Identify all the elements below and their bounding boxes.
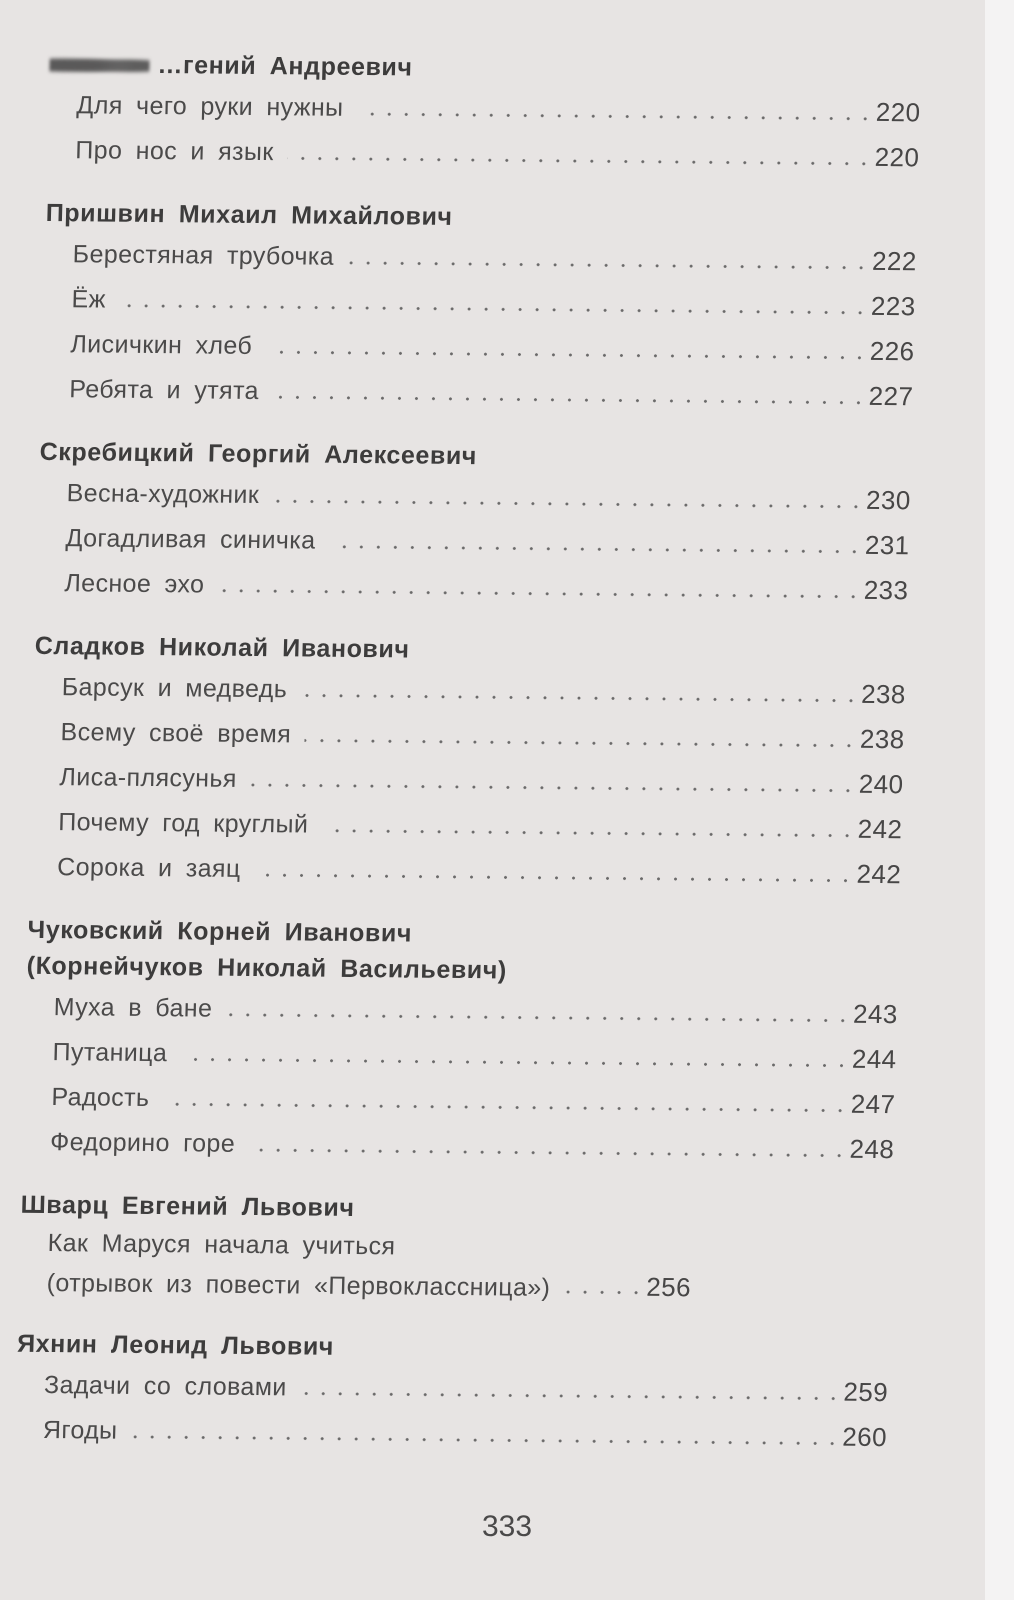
entry-title: Для чего руки нужны xyxy=(76,91,344,122)
entry-page-number: 240 xyxy=(858,768,904,800)
author-heading: Чуковский Корней Иванович xyxy=(27,915,413,948)
entry-page-number: 243 xyxy=(852,998,899,1030)
entry-page-number: 259 xyxy=(843,1376,889,1408)
entry-page-number: 242 xyxy=(857,813,903,845)
entry-title: Лесное эхо xyxy=(64,569,205,599)
entry-page-number: 231 xyxy=(864,529,910,561)
dot-leader xyxy=(251,782,857,792)
entry-title: Путаница xyxy=(52,1038,168,1068)
toc-section-skrebitsky xyxy=(36,434,912,613)
entry-title: Весна-художник xyxy=(66,479,260,510)
entry-page-number: 247 xyxy=(850,1088,896,1120)
entry-page-number: 226 xyxy=(869,335,915,367)
dot-leader xyxy=(254,873,854,883)
author-heading: Сладков Николай Иванович xyxy=(34,631,410,664)
dot-leader xyxy=(301,693,859,702)
toc-entry[interactable] xyxy=(31,754,904,807)
dot-leader xyxy=(287,156,872,166)
dot-leader xyxy=(249,1147,848,1157)
dot-leader xyxy=(329,544,863,553)
entry-title: Федорино горе xyxy=(49,1128,236,1158)
toc-section-shvarts xyxy=(18,1187,893,1311)
toc-entry[interactable] xyxy=(37,515,910,568)
entry-page-number: 256 xyxy=(646,1271,692,1303)
dot-leader xyxy=(273,395,867,405)
dot-leader xyxy=(181,1057,850,1067)
entry-title: Почему год круглый xyxy=(58,808,309,839)
entry-page-number: 227 xyxy=(868,380,914,412)
entry-page-number: 238 xyxy=(859,723,906,755)
toc-entry[interactable] xyxy=(48,82,921,135)
author-heading: Яхнин Леонид Львович xyxy=(16,1329,335,1361)
entry-title: Лисичкин хлеб xyxy=(70,330,253,360)
entry-page-number: 220 xyxy=(875,96,921,128)
table-of-contents xyxy=(14,46,922,1483)
entry-page-number: 260 xyxy=(841,1421,888,1453)
toc-entry[interactable] xyxy=(32,709,905,762)
toc-entry[interactable] xyxy=(23,1074,896,1127)
toc-entry[interactable] xyxy=(24,1029,897,1082)
toc-entry[interactable] xyxy=(25,984,898,1037)
toc-entry[interactable] xyxy=(36,560,909,613)
dot-leader xyxy=(163,1102,848,1113)
toc-entry[interactable] xyxy=(22,1119,895,1172)
toc-entry[interactable] xyxy=(41,366,914,419)
entry-page-number: 233 xyxy=(863,574,909,606)
entry-page-number: 242 xyxy=(856,858,902,890)
toc-section-prishvin xyxy=(41,195,918,419)
dot-leader xyxy=(348,260,870,269)
toc-section-permyak xyxy=(47,46,922,180)
dot-leader xyxy=(266,350,868,360)
toc-entry[interactable] xyxy=(42,321,915,374)
entry-title: Муха в бане xyxy=(53,993,213,1023)
entry-title: Догадливая синичка xyxy=(65,524,316,555)
entry-title: Ягоды xyxy=(42,1415,118,1445)
dot-leader xyxy=(564,1290,644,1295)
author-name: …гений Андреевич xyxy=(157,51,413,82)
toc-section-chukovsky xyxy=(22,912,900,1172)
entry-title: Ребята и утята xyxy=(68,375,260,406)
dot-leader xyxy=(322,828,855,837)
dot-leader xyxy=(218,588,862,598)
entry-page-number: 220 xyxy=(874,141,920,173)
entry-title: Задачи со словами xyxy=(43,1371,288,1402)
entry-title: Ёж xyxy=(71,285,107,314)
author-heading: Шварц Евгений Львович xyxy=(20,1190,355,1222)
entry-page-number: 238 xyxy=(860,678,907,710)
toc-entry[interactable] xyxy=(47,127,920,180)
entry-page-number: 248 xyxy=(849,1133,895,1165)
dot-leader xyxy=(301,1391,842,1400)
entry-page-number: 222 xyxy=(871,245,918,277)
toc-entry[interactable] xyxy=(33,664,906,717)
author-real-name: (Корнейчуков Николай Васильевич) xyxy=(26,951,508,985)
toc-section-sladkov xyxy=(29,628,908,897)
entry-title: Сорока и заяц xyxy=(56,853,242,883)
toc-entry[interactable] xyxy=(14,1407,887,1460)
toc-section-yakhnin xyxy=(14,1326,889,1460)
smudged-text-artifact xyxy=(49,54,150,77)
entry-title: Лиса-плясунья xyxy=(59,763,238,793)
entry-page-number: 230 xyxy=(865,484,912,516)
toc-entry[interactable] xyxy=(18,1223,892,1311)
entry-title: Радость xyxy=(51,1083,150,1112)
dot-leader xyxy=(305,738,858,747)
toc-entry[interactable] xyxy=(30,799,903,852)
toc-entry[interactable] xyxy=(16,1362,889,1415)
dot-leader xyxy=(120,303,869,314)
entry-title: Про нос и язык xyxy=(75,136,275,167)
author-heading: Пришвин Михаил Михайлович xyxy=(45,198,453,231)
toc-entry[interactable] xyxy=(38,470,911,523)
entry-page-number: 244 xyxy=(851,1043,897,1075)
toc-entry[interactable] xyxy=(29,844,902,897)
author-heading: Скребицкий Георгий Алексеевич xyxy=(39,437,478,471)
toc-entry[interactable] xyxy=(44,231,917,284)
entry-title xyxy=(46,1223,566,1308)
page-number: 333 xyxy=(481,1510,533,1543)
entry-title-line-1: Как Маруся начала учиться xyxy=(47,1229,396,1261)
entry-title: Барсук и медведь xyxy=(61,673,288,704)
dot-leader xyxy=(226,1012,851,1022)
dot-leader xyxy=(357,111,873,120)
entry-title: Всему своё время xyxy=(60,718,292,749)
dot-leader xyxy=(131,1434,840,1445)
entry-page-number: 223 xyxy=(870,290,916,322)
dot-leader xyxy=(273,499,864,509)
entry-title-line-2: (отрывок из повести «Первоклассница») xyxy=(46,1269,551,1302)
entry-title: Берестяная трубочка xyxy=(72,240,335,271)
